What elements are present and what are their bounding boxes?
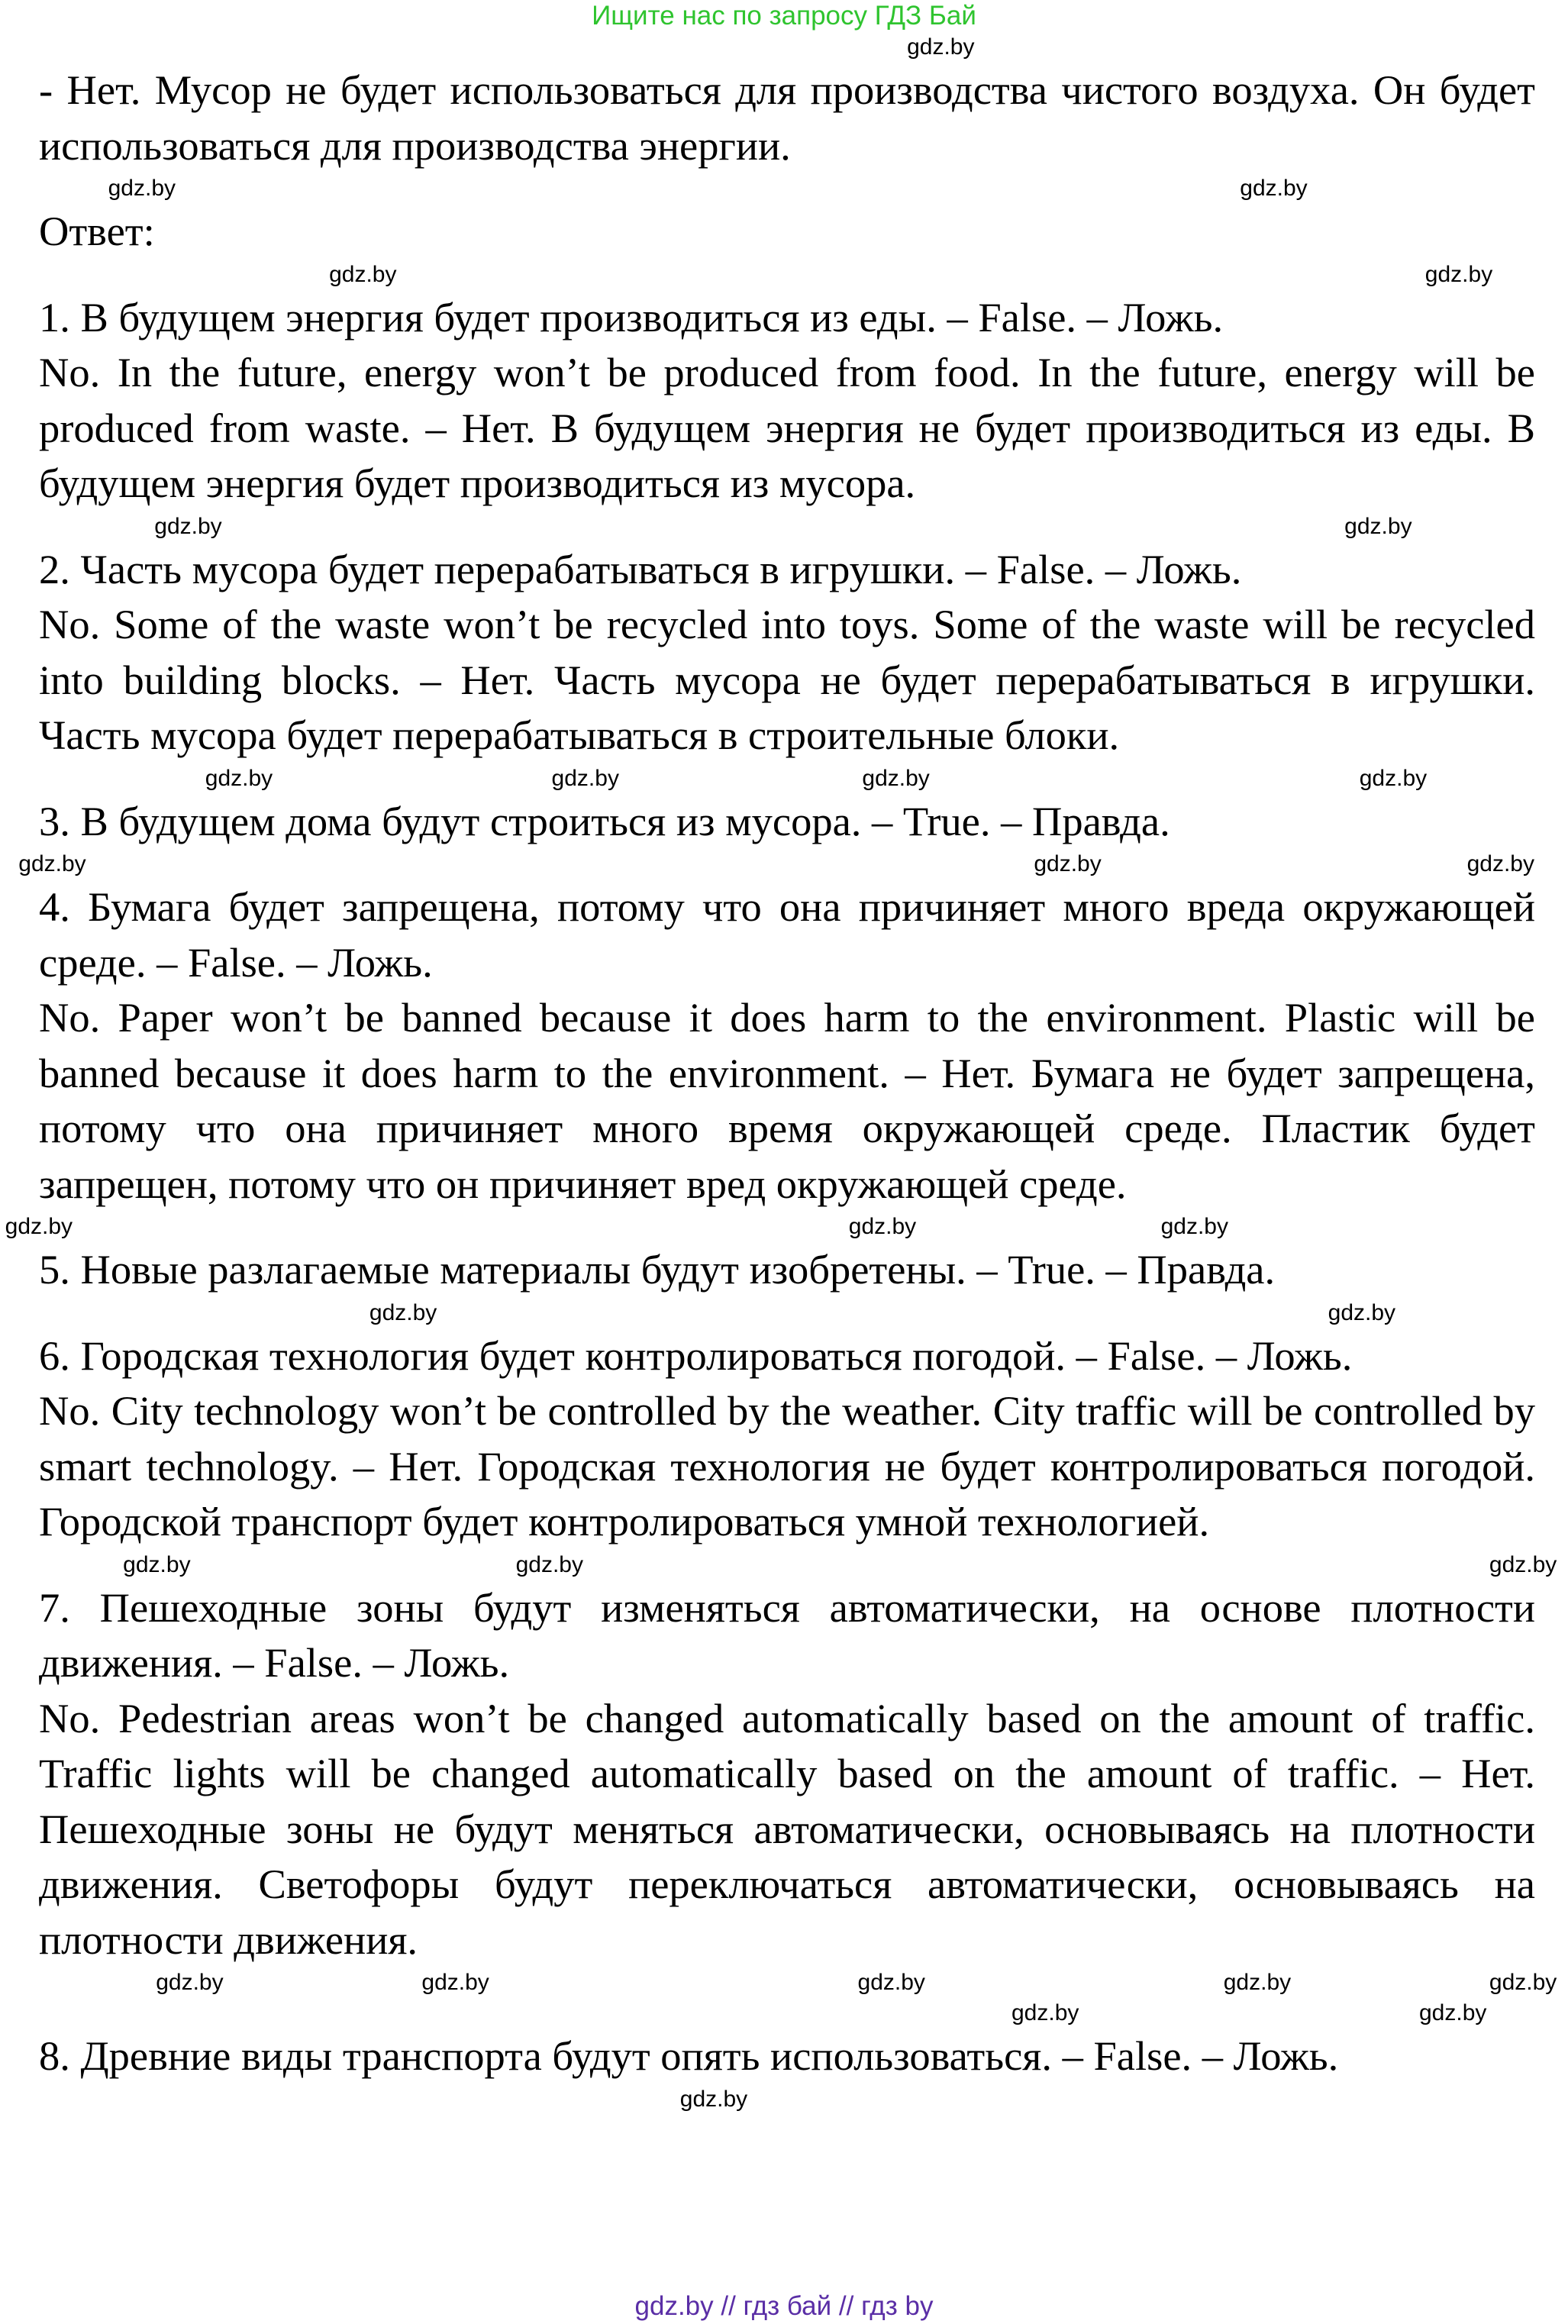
watermark-text: gdz.by bbox=[848, 1214, 917, 1239]
watermark-text: gdz.by bbox=[1160, 1214, 1228, 1239]
answer-item-6: 6. Городская технология будет контролироваться погодой. – False. – Ложь. No. City technology won’t be controlled by the weather. City traffic will be controlled by smart technology. – Нет. Городская технология не будет контролироваться погодой. Городской транспорт будет контролироваться умной технологией. bbox=[39, 1331, 1535, 1544]
watermark-row bbox=[0, 173, 1568, 204]
footer-banner[interactable]: gdz.by // гдз бай // гдз by bbox=[634, 2291, 934, 2321]
intro-paragraph: - Нет. Мусор не будет использоваться для производства чистого воздуха. Он будет использоваться для производства энергии. bbox=[39, 66, 1535, 169]
watermark-row bbox=[0, 32, 1568, 63]
watermark-row bbox=[0, 1212, 1568, 1242]
answer-item-2: 2. Часть мусора будет перерабатываться в игрушки. – False. – Ложь. No. Some of the waste won’t be recycled into toys. Some of the waste will be recycled into building blocks. – Нет. Часть мусора не будет перерабатываться в игрушки. Часть мусора будет перерабатываться в строительные блоки. bbox=[39, 545, 1535, 758]
watermark-text: gdz.by bbox=[1418, 2000, 1487, 2025]
watermark-text: gdz.by bbox=[329, 261, 397, 287]
answer-label: Ответ: bbox=[39, 208, 155, 254]
watermark-text: gdz.by bbox=[123, 1551, 191, 1577]
watermark-text: gdz.by bbox=[1359, 765, 1428, 791]
watermark-text: gdz.by bbox=[1489, 1551, 1557, 1577]
watermark-text: gdz.by bbox=[369, 1299, 437, 1325]
watermark-text: gdz.by bbox=[1034, 851, 1102, 876]
watermark-row bbox=[0, 1998, 1568, 2029]
watermark-text: gdz.by bbox=[679, 2086, 748, 2112]
watermark-text: gdz.by bbox=[1328, 1299, 1396, 1325]
answer-item-8: 8. Древние виды транспорта будут опять использоваться. – False. – Ложь. bbox=[39, 2032, 1339, 2079]
watermark-row bbox=[0, 763, 1568, 794]
watermark-text: gdz.by bbox=[1223, 1970, 1292, 1995]
watermark-text: gdz.by bbox=[205, 765, 273, 791]
watermark-text: gdz.by bbox=[857, 1970, 925, 1995]
watermark-row bbox=[0, 1298, 1568, 1328]
answer-item-7: 7. Пешеходные зоны будут изменяться автоматически, на основе плотности движения. – False. – Ложь. No. Pedestrian areas won’t be changed automatically based on the amount of traffic. Traffic lights will be changed automatically based on the amount of traffic. – Нет. Пешеходные зоны не будут меняться автоматически, основываясь на плотности движения. Светофоры будут переключаться автоматически, основываясь на плотности движения. bbox=[39, 1583, 1535, 1963]
watermark-text: gdz.by bbox=[18, 851, 86, 876]
watermark-text: gdz.by bbox=[156, 1970, 224, 1995]
answer-item-1: 1. В будущем энергия будет производиться из еды. – False. – Ложь. No. In the future, energy won’t be produced from food. In the future, energy will be produced from waste. – Нет. В будущем энергия не будет производиться из еды. В будущем энергия будет производиться из мусора. bbox=[39, 293, 1535, 506]
watermark-row bbox=[0, 512, 1568, 542]
watermark-text: gdz.by bbox=[421, 1970, 489, 1995]
watermark-text: gdz.by bbox=[515, 1551, 583, 1577]
watermark-row bbox=[0, 1550, 1568, 1580]
watermark-text: gdz.by bbox=[907, 34, 975, 60]
watermark-text: gdz.by bbox=[1466, 851, 1534, 876]
watermark-text: gdz.by bbox=[1240, 176, 1308, 201]
watermark-text: gdz.by bbox=[1489, 1970, 1557, 1995]
answer-item-3: 3. В будущем дома будут строиться из мусора. – True. – Правда. bbox=[39, 797, 1170, 844]
watermark-text: gdz.by bbox=[1344, 513, 1412, 539]
watermark-row bbox=[0, 260, 1568, 290]
answer-item-5: 5. Новые разлагаемые материалы будут изобретены. – True. – Правда. bbox=[39, 1246, 1276, 1293]
answer-item-4: 4. Бумага будет запрещена, потому что она причиняет много вреда окружающей среде. – False. – Ложь. No. Paper won’t be banned because it does harm to the environment. Plastic will be banned because it does harm to the environment. – Нет. Бумага не будет запрещена, потому что она причиняет много время окружающей среде. Пластик будет запрещен, потому что он причиняет вред окружающей среде. bbox=[39, 883, 1535, 1207]
watermark-text: gdz.by bbox=[1424, 261, 1493, 287]
watermark-text: gdz.by bbox=[1011, 2000, 1079, 2025]
watermark-text: gdz.by bbox=[5, 1214, 73, 1239]
watermark-text: gdz.by bbox=[108, 176, 176, 201]
watermark-row bbox=[0, 849, 1568, 880]
watermark-row bbox=[0, 1967, 1568, 1998]
watermark-text: gdz.by bbox=[154, 513, 222, 539]
watermark-text: gdz.by bbox=[862, 765, 930, 791]
watermark-row bbox=[0, 2084, 1568, 2115]
watermark-text: gdz.by bbox=[551, 765, 619, 791]
header-banner[interactable]: Ищите нас по запросу ГДЗ Бай bbox=[592, 1, 976, 31]
